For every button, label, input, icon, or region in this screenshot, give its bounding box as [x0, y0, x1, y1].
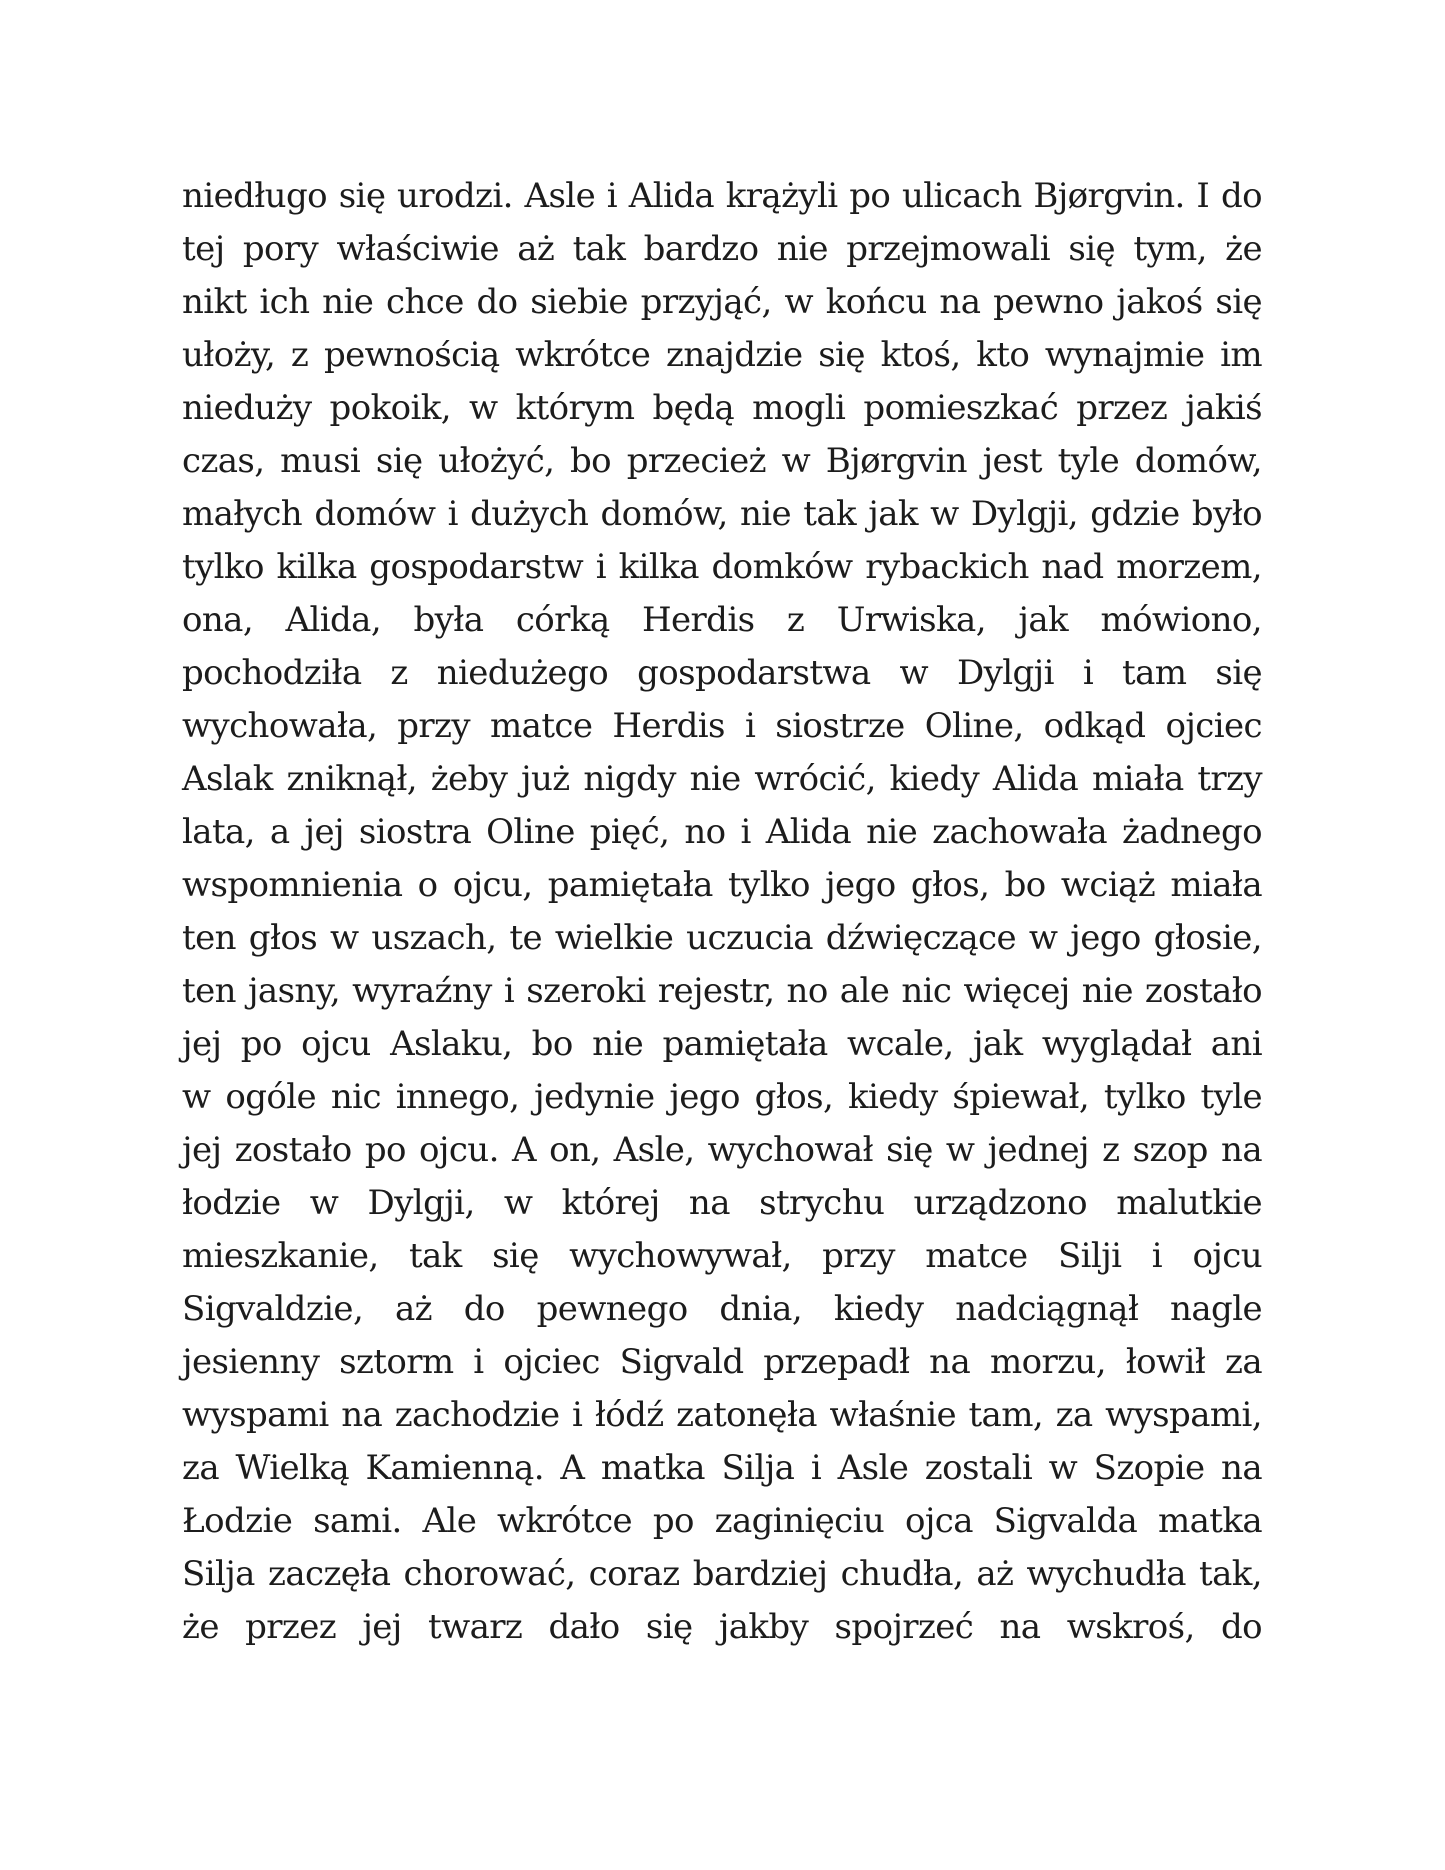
text-line: tylko kilka gospodarstw i kilka domków rybackich nad morzem, [182, 547, 1262, 587]
text-line: jesienny sztorm i ojciec Sigvald przepadł na morzu, łowił za [182, 1342, 1262, 1382]
text-line: mieszkanie, tak się wychowywał, przy matce Silji i ojcu [182, 1236, 1262, 1276]
text-line: Aslak zniknął, żeby już nigdy nie wrócić, kiedy Alida miała trzy [182, 759, 1262, 799]
text-line: jej zostało po ojcu. A on, Asle, wychował się w jednej z szop na [182, 1130, 1262, 1170]
text-line: w ogóle nic innego, jedynie jego głos, kiedy śpiewał, tylko tyle [182, 1077, 1262, 1117]
text-line: ułoży, z pewnością wkrótce znajdzie się ktoś, kto wynajmie im [182, 335, 1262, 375]
text-line: małych domów i dużych domów, nie tak jak w Dylgji, gdzie było [182, 494, 1262, 534]
text-line: nieduży pokoik, w którym będą mogli pomieszkać przez jakiś [182, 388, 1262, 428]
text-line: niedługo się urodzi. Asle i Alida krążyli po ulicach Bjørgvin. I do [182, 176, 1262, 216]
text-line: Sigvaldzie, aż do pewnego dnia, kiedy nadciągnął nagle [182, 1289, 1262, 1329]
text-line: lata, a jej siostra Oline pięć, no i Alida nie zachowała żadnego [182, 812, 1262, 852]
text-line: ten jasny, wyraźny i szeroki rejestr, no ale nic więcej nie zostało [182, 971, 1262, 1011]
body-text [182, 170, 1262, 1654]
text-line: tej pory właściwie aż tak bardzo nie przejmowali się tym, że [182, 229, 1262, 269]
text-line: że przez jej twarz dało się jakby spojrzeć na wskroś, do [182, 1607, 1262, 1647]
text-line: pochodziła z niedużego gospodarstwa w Dylgji i tam się [182, 653, 1262, 693]
text-line: czas, musi się ułożyć, bo przecież w Bjørgvin jest tyle domów, [182, 441, 1262, 481]
text-line: nikt ich nie chce do siebie przyjąć, w końcu na pewno jakoś się [182, 282, 1262, 322]
text-line: ona, Alida, była córką Herdis z Urwiska, jak mówiono, [182, 600, 1262, 640]
text-line: wyspami na zachodzie i łódź zatonęła właśnie tam, za wyspami, [182, 1395, 1262, 1435]
text-line: jej po ojcu Aslaku, bo nie pamiętała wcale, jak wyglądał ani [182, 1024, 1262, 1064]
text-line: łodzie w Dylgji, w której na strychu urządzono malutkie [182, 1183, 1262, 1223]
text-line: Silja zaczęła chorować, coraz bardziej chudła, aż wychudła tak, [182, 1554, 1262, 1594]
text-line: wychowała, przy matce Herdis i siostrze Oline, odkąd ojciec [182, 706, 1262, 746]
text-line: Łodzie sami. Ale wkrótce po zaginięciu ojca Sigvalda matka [182, 1501, 1262, 1541]
text-line: ten głos w uszach, te wielkie uczucia dźwięczące w jego głosie, [182, 918, 1262, 958]
text-line: wspomnienia o ojcu, pamiętała tylko jego głos, bo wciąż miała [182, 865, 1262, 905]
text-line: za Wielką Kamienną. A matka Silja i Asle zostali w Szopie na [182, 1448, 1262, 1488]
